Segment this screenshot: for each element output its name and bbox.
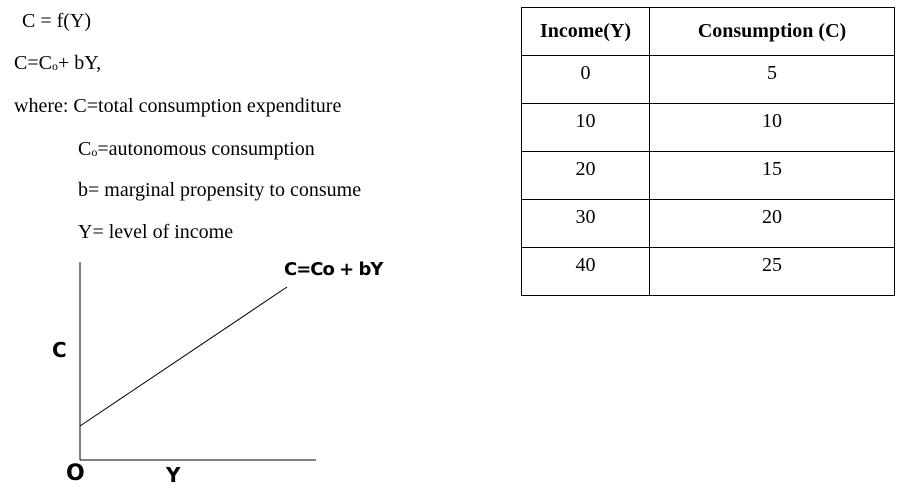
cell-income: 0 [522, 56, 650, 104]
cell-consumption: 5 [650, 56, 895, 104]
table-row [522, 200, 895, 248]
consumption-line [80, 287, 287, 426]
cell-income: 10 [522, 104, 650, 152]
y-axis-label: C [52, 338, 67, 362]
cell-income: 40 [522, 248, 650, 296]
eq-line-2-prefix: C=C [14, 52, 52, 74]
eq-linear-form [14, 52, 101, 77]
table-row [522, 56, 895, 104]
cell-consumption: 25 [650, 248, 895, 296]
table-row [522, 152, 895, 200]
eq-autonomous-line [78, 138, 315, 163]
eq-line-3: where: C=total consumption expenditure [14, 95, 342, 117]
eq-line-2-suffix: + bY, [57, 52, 102, 74]
cell-income: 30 [522, 200, 650, 248]
cell-income: 20 [522, 152, 650, 200]
table-row [522, 104, 895, 152]
x-axis-label: Y [166, 463, 181, 487]
header-income: Income(Y) [522, 8, 650, 56]
eq-where-line [14, 95, 341, 117]
cell-consumption: 10 [650, 104, 895, 152]
eq-line-4-prefix: C [78, 138, 92, 160]
eq-line-5: b= marginal propensity to consume [78, 179, 362, 201]
eq-line-6: Y= level of income [78, 221, 234, 243]
table-header-row [522, 8, 895, 56]
cell-consumption: 15 [650, 152, 895, 200]
income-consumption-table [521, 7, 895, 296]
line-label: C=Co + bY [284, 259, 383, 280]
header-consumption: Consumption (C) [650, 8, 895, 56]
eq-consumption-function [22, 10, 91, 32]
table-row [522, 248, 895, 296]
eq-line-4-suffix: =autonomous consumption [97, 138, 315, 160]
eq-line-4-subscript: o [91, 145, 98, 159]
eq-line-1: C = f(Y) [22, 10, 92, 32]
cell-consumption: 20 [650, 200, 895, 248]
eq-mpc-line [78, 179, 361, 201]
eq-line-2-subscript: o [51, 59, 58, 73]
eq-income-line [78, 221, 233, 243]
origin-label: O [66, 461, 85, 486]
